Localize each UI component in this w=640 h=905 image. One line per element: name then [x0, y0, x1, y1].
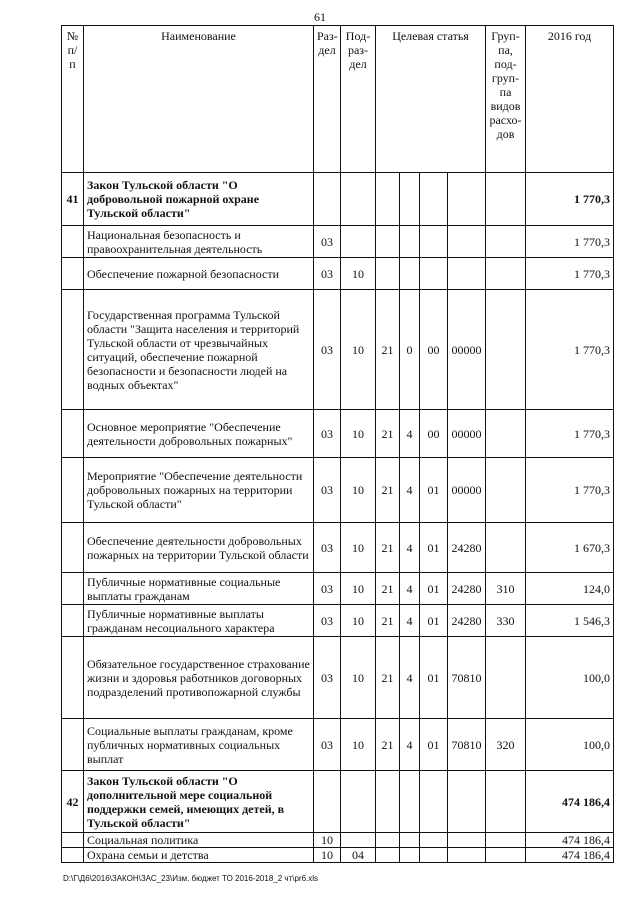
- table-row: [62, 410, 614, 458]
- row-target-subprogram: [400, 258, 420, 290]
- row-target-event: 00: [420, 410, 448, 458]
- row-amount: 1 770,3: [526, 226, 614, 258]
- header-year: 2016 год: [526, 26, 614, 173]
- row-razdel: 03: [314, 290, 341, 410]
- row-name: Социальная политика: [84, 833, 314, 848]
- row-expense-group: 310: [486, 573, 526, 605]
- row-number: [62, 605, 84, 637]
- row-amount: 474 186,4: [526, 833, 614, 848]
- row-number: [62, 833, 84, 848]
- table-row: [62, 833, 614, 848]
- row-target-program: 21: [376, 458, 400, 523]
- table-row: [62, 523, 614, 573]
- row-target-subprogram: 4: [400, 410, 420, 458]
- row-name: Закон Тульской области "О дополнительной мере социальной поддержки семей, имеющих детей, в Тульской области": [84, 771, 314, 833]
- row-target-subprogram: [400, 833, 420, 848]
- row-target-direction: 00000: [448, 290, 486, 410]
- row-target-event: [420, 258, 448, 290]
- row-amount: 1 770,3: [526, 290, 614, 410]
- row-number: [62, 226, 84, 258]
- row-target-direction: 00000: [448, 410, 486, 458]
- row-razdel: [314, 173, 341, 226]
- row-podrazdel: 10: [341, 458, 376, 523]
- header-no: № п/п: [62, 26, 84, 173]
- row-podrazdel: [341, 833, 376, 848]
- row-razdel: 03: [314, 458, 341, 523]
- row-amount: 124,0: [526, 573, 614, 605]
- row-target-direction: [448, 771, 486, 833]
- table-row: [62, 637, 614, 719]
- row-name: Охрана семьи и детства: [84, 848, 314, 863]
- row-name: Обеспечение деятельности добровольных пожарных на территории Тульской области: [84, 523, 314, 573]
- row-razdel: 03: [314, 523, 341, 573]
- row-podrazdel: [341, 173, 376, 226]
- row-target-program: 21: [376, 573, 400, 605]
- row-target-subprogram: 4: [400, 605, 420, 637]
- row-target-direction: [448, 848, 486, 863]
- row-target-direction: 24280: [448, 573, 486, 605]
- row-podrazdel: 10: [341, 605, 376, 637]
- row-target-program: [376, 771, 400, 833]
- table-row: [62, 848, 614, 863]
- row-podrazdel: 10: [341, 410, 376, 458]
- row-number: 42: [62, 771, 84, 833]
- row-name: Государственная программа Тульской области "Защита населения и территорий Тульской области от чрезвычайных ситуаций, обеспечение пожарной безопасности и безопасности людей на водных объектах": [84, 290, 314, 410]
- row-target-program: [376, 226, 400, 258]
- row-target-subprogram: [400, 173, 420, 226]
- row-amount: 1 670,3: [526, 523, 614, 573]
- row-razdel: 10: [314, 833, 341, 848]
- row-number: [62, 848, 84, 863]
- row-razdel: 03: [314, 573, 341, 605]
- row-target-event: 01: [420, 605, 448, 637]
- header-name: Наименование: [84, 26, 314, 173]
- header-target: Целевая статья: [376, 26, 486, 173]
- row-target-event: [420, 173, 448, 226]
- budget-table: [61, 25, 614, 863]
- row-expense-group: [486, 290, 526, 410]
- row-target-direction: [448, 833, 486, 848]
- row-podrazdel: 10: [341, 290, 376, 410]
- row-expense-group: [486, 637, 526, 719]
- row-razdel: 03: [314, 226, 341, 258]
- row-name: Обеспечение пожарной безопасности: [84, 258, 314, 290]
- row-expense-group: [486, 258, 526, 290]
- page-number: 61: [314, 10, 326, 24]
- row-expense-group: [486, 523, 526, 573]
- file-path-footer: D:\Г\Д6\2016\ЗАКОН\ЗАС_23\Изм. бюджет ТО 2016-2018_2 чт\pr6.xls: [63, 874, 319, 883]
- row-amount: 1 770,3: [526, 173, 614, 226]
- row-target-direction: 70810: [448, 637, 486, 719]
- row-target-direction: 70810: [448, 719, 486, 771]
- row-number: [62, 523, 84, 573]
- row-target-program: 21: [376, 637, 400, 719]
- row-target-program: [376, 173, 400, 226]
- row-target-program: 21: [376, 719, 400, 771]
- row-amount: 1 770,3: [526, 258, 614, 290]
- row-razdel: 03: [314, 605, 341, 637]
- row-target-event: [420, 833, 448, 848]
- header-group: Груп- па, под- груп- па видов расхо- дов: [486, 26, 526, 173]
- row-target-subprogram: 4: [400, 719, 420, 771]
- row-amount: 1 770,3: [526, 410, 614, 458]
- table-row: [62, 173, 614, 226]
- row-target-direction: [448, 173, 486, 226]
- row-target-event: 01: [420, 719, 448, 771]
- row-razdel: 03: [314, 637, 341, 719]
- table-row: [62, 719, 614, 771]
- row-number: [62, 290, 84, 410]
- row-podrazdel: 10: [341, 573, 376, 605]
- row-number: [62, 410, 84, 458]
- row-target-subprogram: [400, 771, 420, 833]
- row-expense-group: [486, 833, 526, 848]
- row-name: Публичные нормативные выплаты гражданам несоциального характера: [84, 605, 314, 637]
- table-row: [62, 605, 614, 637]
- table-row: [62, 290, 614, 410]
- row-number: [62, 637, 84, 719]
- table-row: [62, 771, 614, 833]
- row-target-event: 00: [420, 290, 448, 410]
- row-expense-group: [486, 173, 526, 226]
- row-target-event: 01: [420, 573, 448, 605]
- row-target-subprogram: 4: [400, 458, 420, 523]
- row-number: [62, 719, 84, 771]
- row-number: [62, 573, 84, 605]
- table-row: [62, 258, 614, 290]
- row-target-program: 21: [376, 605, 400, 637]
- row-target-event: [420, 226, 448, 258]
- row-target-program: [376, 258, 400, 290]
- row-target-direction: [448, 226, 486, 258]
- row-name: Обязательное государственное страхование жизни и здоровья работников договорных подразделений противопожарной службы: [84, 637, 314, 719]
- row-target-program: 21: [376, 523, 400, 573]
- row-target-program: 21: [376, 410, 400, 458]
- row-expense-group: [486, 226, 526, 258]
- row-name: Публичные нормативные социальные выплаты гражданам: [84, 573, 314, 605]
- row-podrazdel: 10: [341, 637, 376, 719]
- row-podrazdel: 10: [341, 258, 376, 290]
- row-razdel: 10: [314, 848, 341, 863]
- row-expense-group: [486, 410, 526, 458]
- row-razdel: [314, 771, 341, 833]
- row-target-subprogram: [400, 848, 420, 863]
- row-target-event: [420, 848, 448, 863]
- row-amount: 1 770,3: [526, 458, 614, 523]
- row-target-event: 01: [420, 637, 448, 719]
- row-name: Закон Тульской области "О добровольной пожарной охране Тульской области": [84, 173, 314, 226]
- row-amount: 474 186,4: [526, 771, 614, 833]
- row-target-program: 21: [376, 290, 400, 410]
- row-name: Мероприятие "Обеспечение деятельности добровольных пожарных на территории Тульской области": [84, 458, 314, 523]
- row-number: [62, 458, 84, 523]
- row-razdel: 03: [314, 410, 341, 458]
- header-podrazdel: Под- раз- дел: [341, 26, 376, 173]
- row-target-event: [420, 771, 448, 833]
- row-target-subprogram: [400, 226, 420, 258]
- row-target-program: [376, 848, 400, 863]
- row-target-subprogram: 0: [400, 290, 420, 410]
- row-podrazdel: [341, 771, 376, 833]
- table-row: [62, 226, 614, 258]
- row-name: Основное мероприятие "Обеспечение деятельности добровольных пожарных": [84, 410, 314, 458]
- row-target-direction: 24280: [448, 605, 486, 637]
- row-name: Национальная безопасность и правоохранительная деятельность: [84, 226, 314, 258]
- row-podrazdel: [341, 226, 376, 258]
- row-target-subprogram: 4: [400, 637, 420, 719]
- header-row: [62, 26, 614, 173]
- row-amount: 100,0: [526, 719, 614, 771]
- row-target-direction: 00000: [448, 458, 486, 523]
- row-target-direction: 24280: [448, 523, 486, 573]
- row-podrazdel: 10: [341, 719, 376, 771]
- row-expense-group: [486, 771, 526, 833]
- table-row: [62, 458, 614, 523]
- row-expense-group: 320: [486, 719, 526, 771]
- table-row: [62, 573, 614, 605]
- row-amount: 100,0: [526, 637, 614, 719]
- row-razdel: 03: [314, 719, 341, 771]
- row-amount: 474 186,4: [526, 848, 614, 863]
- row-target-event: 01: [420, 458, 448, 523]
- row-target-subprogram: 4: [400, 523, 420, 573]
- row-number: 41: [62, 173, 84, 226]
- row-amount: 1 546,3: [526, 605, 614, 637]
- row-podrazdel: 10: [341, 523, 376, 573]
- row-target-direction: [448, 258, 486, 290]
- row-name: Социальные выплаты гражданам, кроме публичных нормативных социальных выплат: [84, 719, 314, 771]
- row-razdel: 03: [314, 258, 341, 290]
- row-target-event: 01: [420, 523, 448, 573]
- row-target-subprogram: 4: [400, 573, 420, 605]
- row-expense-group: [486, 458, 526, 523]
- row-target-program: [376, 833, 400, 848]
- row-number: [62, 258, 84, 290]
- row-expense-group: 330: [486, 605, 526, 637]
- row-podrazdel: 04: [341, 848, 376, 863]
- header-razdel: Раз- дел: [314, 26, 341, 173]
- row-expense-group: [486, 848, 526, 863]
